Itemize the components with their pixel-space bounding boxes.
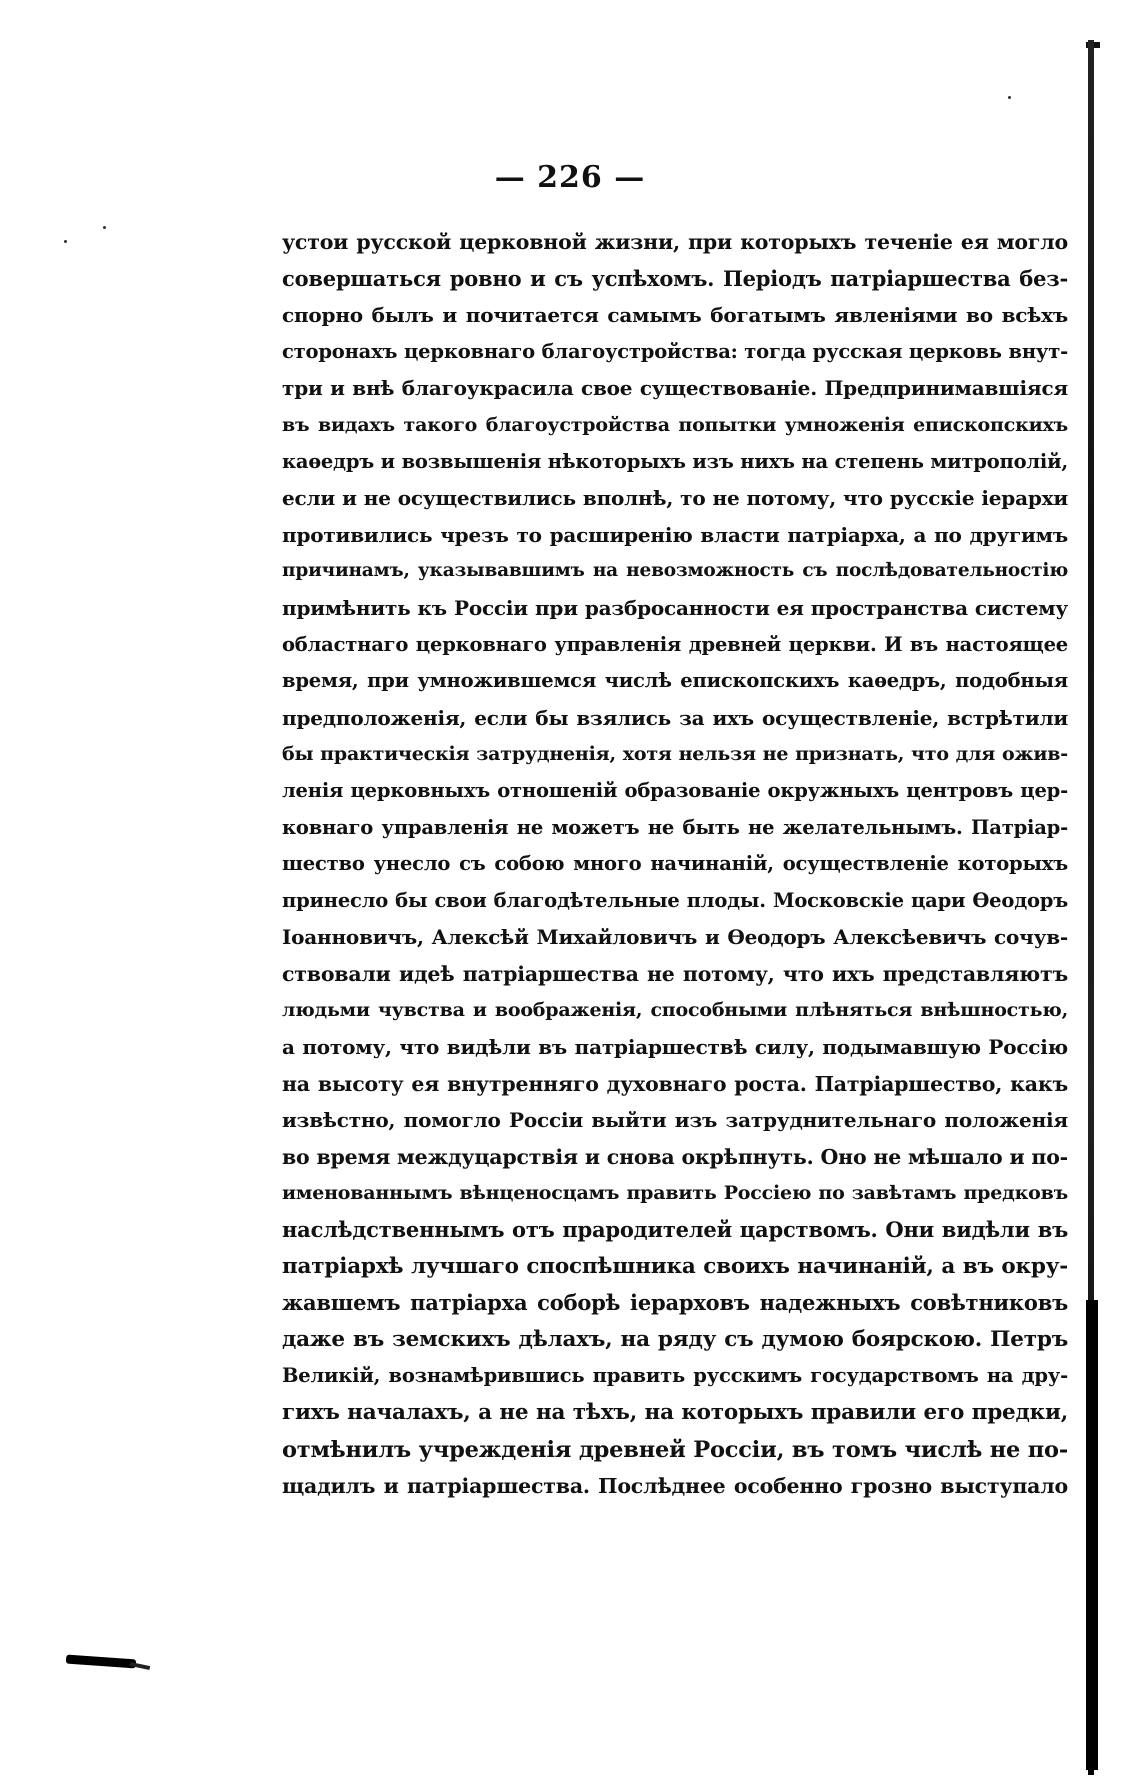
text-line: Іоанновичъ, Алексѣй Михайловичъ и Ѳеодоръ Алексѣевичъ сочув- (282, 925, 1068, 950)
ink-smudge (66, 1655, 136, 1669)
text-line: во время междуцарствія и снова окрѣпнуть. Оно не мѣшало и по- (282, 1144, 1068, 1169)
text-line: противились чрезъ то расширенію власти патріарха, а по другимъ (282, 522, 1068, 547)
text-line: примѣнить къ Россіи при разбросанности ея пространства систему (282, 595, 1068, 620)
text-line: щадилъ и патріаршества. Послѣднее особенно грозно выступало (282, 1474, 1068, 1499)
text-line: каѳедръ и возвышенія нѣкоторыхъ изъ нихъ на степень митрополій, (282, 449, 1068, 473)
scan-speck (1008, 96, 1011, 99)
text-line: причинамъ, указывавшимъ на невозможность съ послѣдовательностію (282, 560, 1068, 582)
body-text (282, 224, 1068, 1505)
scan-edge-shadow (1086, 1300, 1098, 1770)
text-line: областнаго церковнаго управленія древней церкви. И въ настоящее (282, 632, 1068, 656)
text-line: людьми чувства и воображенія, способными плѣняться внѣшностью, (282, 999, 1068, 1022)
text-line: а потому, что видѣли въ патріаршествѣ силу, подымавшую Россію (282, 1035, 1068, 1060)
text-line: три и внѣ благоукрасила свое существованіе. Предпринимавшіяся (282, 376, 1068, 401)
ink-smudge-tail (130, 1662, 150, 1670)
text-line: именованнымъ вѣнценосцамъ править Россіею по завѣтамъ предковъ (282, 1182, 1068, 1205)
text-line: устои русской церковной жизни, при которыхъ теченіе ея могло (282, 230, 1068, 254)
text-line: ковнаго управленія не можетъ не быть не желательнымъ. Патріар- (282, 815, 1068, 839)
text-line: совершаться ровно и съ успѣхомъ. Періодъ патріаршества без- (282, 265, 1068, 291)
text-line: въ видахъ такого благоустройства попытки умноженія епископскихъ (282, 413, 1068, 436)
text-line: шество унесло съ собою много начинаній, осуществленіе которыхъ (282, 852, 1068, 876)
scan-speck (103, 226, 106, 229)
text-line: бы практическія затрудненія, хотя нельзя не признать, что для ожив- (282, 743, 1068, 766)
text-line: на высоту ея внутренняго духовнаго роста. Патріаршество, какъ (282, 1071, 1068, 1096)
text-line: жавшемъ патріарха соборѣ іерарховъ надежныхъ совѣтниковъ (282, 1290, 1068, 1316)
text-line: извѣстно, помогло Россіи выйти изъ затруднительнаго положенія (282, 1108, 1068, 1133)
text-line: если и не осуществились вполнѣ, то не потому, что русскіе іерархи (282, 486, 1068, 511)
page-number: — 226 — (494, 160, 646, 195)
text-line: ленія церковныхъ отношеній образованіе окружныхъ центровъ цер- (282, 778, 1068, 802)
scan-speck (64, 240, 67, 243)
text-line: предположенія, если бы взялись за ихъ осуществленіе, встрѣтили (282, 705, 1068, 730)
text-line: ствовали идеѣ патріаршества не потому, что ихъ представляютъ (282, 961, 1068, 986)
text-line: отмѣнилъ учрежденія древней Россіи, въ томъ числѣ не по- (282, 1436, 1068, 1463)
text-line: спорно былъ и почитается самымъ богатымъ явленіями во всѣхъ (282, 303, 1068, 328)
text-line: сторонахъ церковнаго благоустройства: тогда русская церковь внут- (282, 339, 1068, 363)
text-line: время, при умножившемся числѣ епископскихъ каѳедръ, подобныя (282, 669, 1068, 693)
text-line: гихъ началахъ, а не на тѣхъ, на которыхъ правили его предки, (282, 1400, 1068, 1425)
text-line: Великій, вознамѣрившись править русскимъ государствомъ на дру- (282, 1364, 1068, 1388)
text-line: даже въ земскихъ дѣлахъ, на ряду съ думою боярскою. Петръ (282, 1326, 1068, 1352)
text-line: патріархѣ лучшаго споспѣшника своихъ начинаній, а въ окру- (282, 1253, 1068, 1279)
text-line: наслѣдственнымъ отъ прародителей царствомъ. Они видѣли въ (282, 1217, 1068, 1243)
text-line: принесло бы свои благодѣтельные плоды. Московскіе цари Ѳеодоръ (282, 888, 1068, 912)
